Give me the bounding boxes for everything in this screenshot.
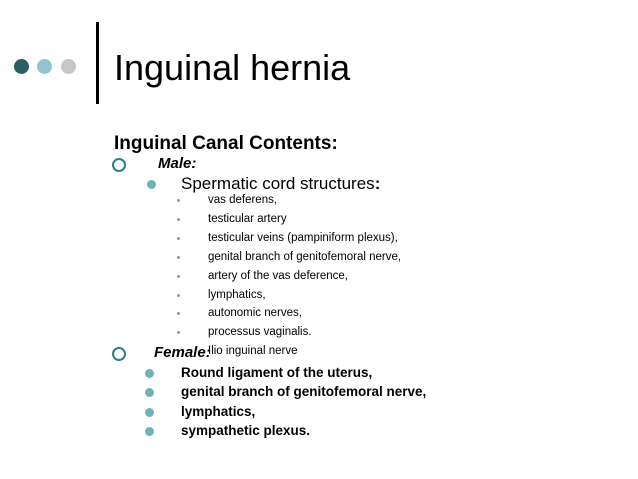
male-list-item: autonomic nerves, <box>208 307 302 320</box>
male-list-item: processus vaginalis. <box>208 326 312 339</box>
small-bullet-icon <box>177 294 180 297</box>
male-subheading <box>181 174 380 194</box>
male-list-item: lymphatics, <box>208 288 266 301</box>
bullet-icon <box>145 408 154 417</box>
subheading-text: Spermatic cord structures <box>181 174 375 193</box>
ring-bullet-icon <box>112 158 126 172</box>
female-list-item: genital branch of genitofemoral nerve, <box>181 384 427 400</box>
bullet-icon <box>145 427 154 436</box>
bullet-icon <box>145 388 154 397</box>
bullet-icon <box>145 369 154 378</box>
female-list-item: lymphatics, <box>181 403 256 419</box>
subheading-colon: : <box>374 174 381 193</box>
male-list-item: Ilio inguinal nerve <box>208 345 298 358</box>
male-list-item: testicular veins (pampiniform plexus), <box>208 231 398 244</box>
slide-title: Inguinal hernia <box>114 47 351 88</box>
small-bullet-icon <box>177 331 180 334</box>
male-list-item: testicular artery <box>208 212 287 225</box>
female-list-item: Round ligament of the uterus, <box>181 365 373 380</box>
small-bullet-icon <box>177 256 180 259</box>
male-list-item: genital branch of genitofemoral nerve, <box>208 250 402 263</box>
small-bullet-icon <box>177 218 180 221</box>
female-label: Female: <box>154 344 211 361</box>
male-list-item: vas deferens, <box>208 194 278 206</box>
ring-bullet-icon <box>112 347 126 361</box>
content-heading: Inguinal Canal Contents: <box>114 133 338 154</box>
small-bullet-icon <box>177 312 180 315</box>
male-list-item: artery of the vas deference, <box>208 269 348 282</box>
small-bullet-icon <box>177 275 180 278</box>
small-bullet-icon <box>177 199 180 202</box>
small-bullet-icon <box>177 237 180 240</box>
female-list-item: sympathetic plexus. <box>181 422 311 438</box>
bullet-icon <box>147 180 156 189</box>
male-label: Male: <box>158 155 197 172</box>
